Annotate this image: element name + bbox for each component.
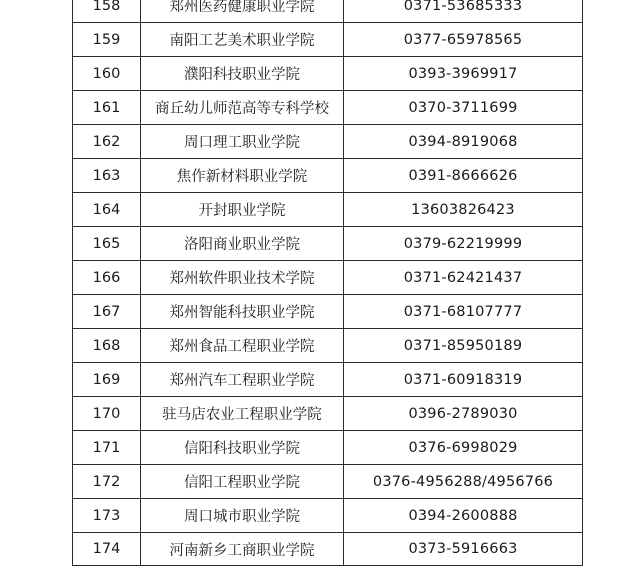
phone-number-cell: 0376-6998029 (344, 431, 583, 465)
college-name-cell: 焦作新材料职业学院 (141, 159, 344, 193)
phone-number-cell: 0371-68107777 (344, 295, 583, 329)
phone-number-cell: 0377-65978565 (344, 23, 583, 57)
phone-number-cell: 0371-62421437 (344, 261, 583, 295)
table-row (73, 431, 583, 465)
college-name-cell: 信阳科技职业学院 (141, 431, 344, 465)
row-number-cell: 169 (73, 363, 141, 397)
college-name-cell: 郑州汽车工程职业学院 (141, 363, 344, 397)
table-row (73, 295, 583, 329)
row-number-cell: 160 (73, 57, 141, 91)
college-name-cell: 周口城市职业学院 (141, 499, 344, 533)
table-row (73, 397, 583, 431)
phone-number-cell: 0373-5916663 (344, 533, 583, 566)
row-number-cell: 170 (73, 397, 141, 431)
row-number-cell: 172 (73, 465, 141, 499)
college-name-cell: 南阳工艺美术职业学院 (141, 23, 344, 57)
table-row (73, 329, 583, 363)
college-name-cell: 洛阳商业职业学院 (141, 227, 344, 261)
college-name-cell: 周口理工职业学院 (141, 125, 344, 159)
table-row (73, 159, 583, 193)
phone-number-cell: 0371-60918319 (344, 363, 583, 397)
table-row (73, 57, 583, 91)
row-number-cell: 162 (73, 125, 141, 159)
row-number-cell: 173 (73, 499, 141, 533)
phone-number-cell: 0396-2789030 (344, 397, 583, 431)
row-number-cell: 166 (73, 261, 141, 295)
phone-number-cell: 0394-8919068 (344, 125, 583, 159)
college-name-cell: 郑州食品工程职业学院 (141, 329, 344, 363)
table-row (73, 465, 583, 499)
row-number-cell: 163 (73, 159, 141, 193)
phone-number-cell: 0371-53685333 (344, 0, 583, 23)
phone-number-cell: 0394-2600888 (344, 499, 583, 533)
table-row (73, 0, 583, 23)
row-number-cell: 159 (73, 23, 141, 57)
row-number-cell: 168 (73, 329, 141, 363)
college-name-cell: 郑州软件职业技术学院 (141, 261, 344, 295)
phone-number-cell: 0371-85950189 (344, 329, 583, 363)
table-body (73, 0, 583, 566)
college-name-cell: 商丘幼儿师范高等专科学校 (141, 91, 344, 125)
phone-number-cell: 0370-3711699 (344, 91, 583, 125)
table-row (73, 91, 583, 125)
row-number-cell: 167 (73, 295, 141, 329)
row-number-cell: 164 (73, 193, 141, 227)
table-row (73, 499, 583, 533)
college-contact-table (72, 0, 583, 566)
college-name-cell: 郑州智能科技职业学院 (141, 295, 344, 329)
college-name-cell: 驻马店农业工程职业学院 (141, 397, 344, 431)
phone-number-cell: 13603826423 (344, 193, 583, 227)
college-name-cell: 开封职业学院 (141, 193, 344, 227)
table-row (73, 125, 583, 159)
phone-number-cell: 0391-8666626 (344, 159, 583, 193)
row-number-cell: 158 (73, 0, 141, 23)
table-row (73, 193, 583, 227)
college-name-cell: 河南新乡工商职业学院 (141, 533, 344, 566)
row-number-cell: 171 (73, 431, 141, 465)
college-name-cell: 濮阳科技职业学院 (141, 57, 344, 91)
table-row (73, 533, 583, 566)
table-row (73, 363, 583, 397)
college-name-cell: 信阳工程职业学院 (141, 465, 344, 499)
phone-number-cell: 0376-4956288/4956766 (344, 465, 583, 499)
college-name-cell: 郑州医药健康职业学院 (141, 0, 344, 23)
college-contact-table-container (72, 0, 582, 566)
table-row (73, 261, 583, 295)
table-row (73, 23, 583, 57)
table-row (73, 227, 583, 261)
phone-number-cell: 0393-3969917 (344, 57, 583, 91)
row-number-cell: 161 (73, 91, 141, 125)
row-number-cell: 174 (73, 533, 141, 566)
phone-number-cell: 0379-62219999 (344, 227, 583, 261)
row-number-cell: 165 (73, 227, 141, 261)
